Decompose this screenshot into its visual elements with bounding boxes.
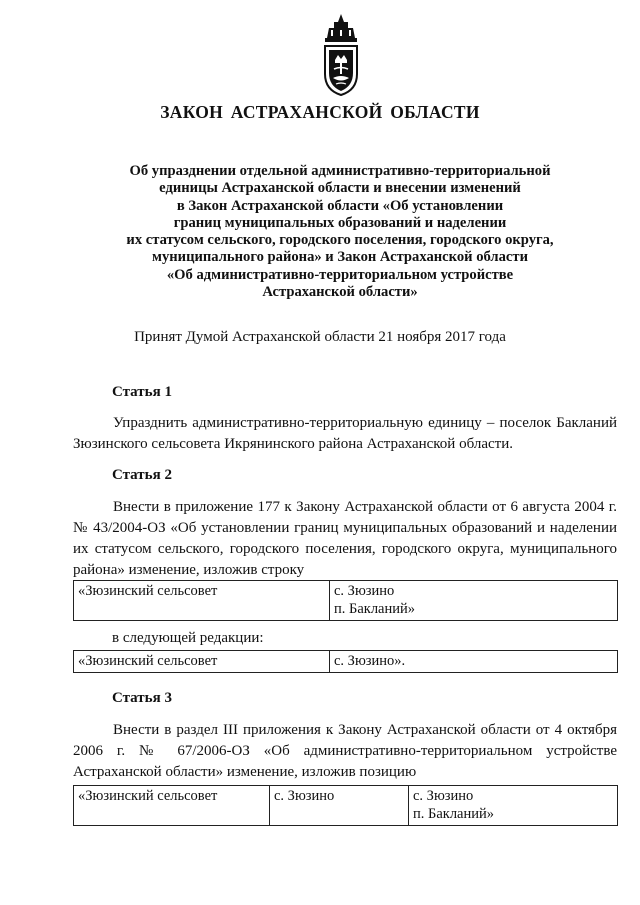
adoption-note: Принят Думой Астраханской области 21 ноября 2017 года bbox=[134, 329, 506, 345]
subject-line: в Закон Астраханской области «Об установлении bbox=[176, 197, 504, 214]
article-2-old-table bbox=[73, 580, 618, 621]
table-cell bbox=[330, 581, 618, 621]
table-cell: с. Зюзино». bbox=[330, 651, 618, 673]
subject-line: единицы Астраханской области и внесении изменений bbox=[159, 180, 521, 197]
table-row bbox=[74, 581, 618, 621]
subject-line: Астраханской области» bbox=[262, 284, 418, 301]
cell-line: с. Зюзино bbox=[334, 583, 395, 599]
subject-line: «Об административно-территориальном устройстве bbox=[166, 266, 514, 283]
article-1-heading: Статья 1 bbox=[112, 384, 172, 400]
article-3-old-table bbox=[73, 785, 618, 826]
subject-line: Об упразднении отдельной административно-территориальной bbox=[129, 163, 551, 179]
article-2-text: Внести в приложение 177 к Закону Астраханской области от 6 августа 2004 г. № 43/2004-ОЗ «Об установлении границ муниципальных образований и наделении их статусом сельского, городского поселения, городского округа, муниципального района» изменение, изложив строку bbox=[73, 499, 617, 578]
cell-line: п. Бакланий» bbox=[413, 806, 495, 822]
subject-line: муниципального района» и Закон Астраханской области bbox=[152, 249, 528, 266]
table-cell bbox=[409, 786, 618, 826]
table-cell: с. Зюзино bbox=[270, 786, 409, 826]
subject-line: границ муниципальных образований и наделении bbox=[173, 214, 507, 231]
edition-note: в следующей редакции: bbox=[112, 630, 264, 646]
article-3-heading: Статья 3 bbox=[112, 690, 172, 706]
law-title: ЗАКОН АСТРАХАНСКОЙ ОБЛАСТИ bbox=[160, 102, 480, 122]
table-cell: «Зюзинский сельсовет bbox=[74, 786, 270, 826]
cell-line: п. Бакланий» bbox=[334, 601, 416, 617]
table-row bbox=[74, 651, 618, 673]
table-cell: «Зюзинский сельсовет bbox=[74, 651, 330, 673]
article-2-heading: Статья 2 bbox=[112, 467, 172, 483]
article-2-new-table bbox=[73, 650, 618, 673]
subject-line: их статусом сельского, городского поселения, городского округа, bbox=[126, 232, 554, 249]
law-subject bbox=[90, 163, 590, 301]
article-3-text: Внести в раздел III приложения к Закону Астраханской области от 4 октября 2006 г. № 67/2006-ОЗ «Об административно-территориальном устройстве Астраханской области» изменение, изложив позицию bbox=[73, 722, 617, 780]
coat-of-arms-icon bbox=[321, 14, 361, 96]
table-cell: «Зюзинский сельсовет bbox=[74, 581, 330, 621]
cell-line: с. Зюзино bbox=[413, 788, 474, 804]
table-row bbox=[74, 786, 618, 826]
article-1-text: Упразднить административно-территориальную единицу – поселок Бакланий Зюзинского сельсовета Икрянинского района Астраханской области. bbox=[73, 415, 617, 452]
